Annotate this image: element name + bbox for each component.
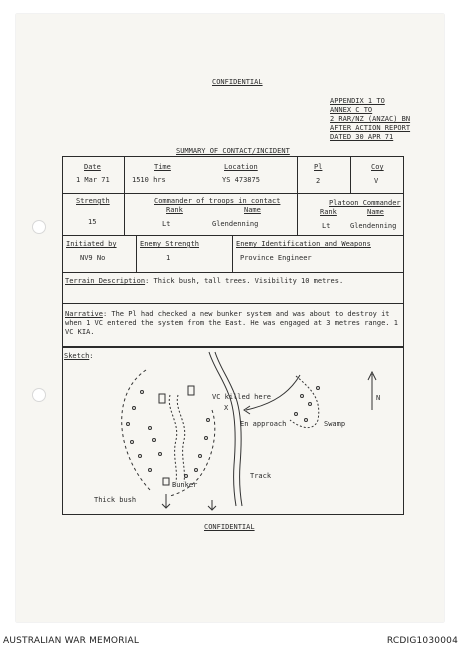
arrow-down <box>208 500 216 510</box>
strength-value: 15 <box>88 218 97 226</box>
footer-id: RCDIG1030004 <box>386 636 458 646</box>
time-label: Time <box>154 163 171 171</box>
commander-rank: Lt <box>162 220 171 228</box>
strength-label: Strength <box>76 197 110 205</box>
classification-bottom: CONFIDENTIAL <box>204 523 255 531</box>
date-label: Date <box>84 163 101 171</box>
bunker-shape <box>159 394 165 403</box>
platoon-commander-label: Platoon Commander <box>329 199 401 207</box>
classification-top: CONFIDENTIAL <box>212 78 263 86</box>
platoon-commander-name: Glendenning <box>350 222 397 230</box>
north-label: N <box>376 394 381 402</box>
initiated-by-value: NV9 No <box>80 254 106 262</box>
appendix-line: AFTER ACTION REPORT <box>330 124 411 132</box>
footer-source: AUSTRALIAN WAR MEMORIAL <box>3 636 140 646</box>
time-value: 1510 hrs <box>132 176 166 184</box>
sketch-title: Sketch: <box>64 352 94 360</box>
appendix-line: 2 RAR/NZ (ANZAC) BN <box>330 115 411 123</box>
narrative-block: Narrative: The Pl had checked a new bunker system and was about to destroy it when 1 VC entered the system from the East. He was engaged at 3 metres range. 1 VC KIA. <box>65 310 398 336</box>
company-value: V <box>374 177 379 185</box>
arrow-down <box>162 494 170 508</box>
terrain-label: Terrain Description <box>65 277 146 285</box>
initiated-by-label: Initiated by <box>66 240 117 248</box>
enemy-strength-value: 1 <box>166 254 171 262</box>
location-label: Location <box>224 163 258 171</box>
form-title: SUMMARY OF CONTACT/INCIDENT <box>176 147 290 155</box>
appendix-line: DATED 30 APR 71 <box>330 133 394 141</box>
track-label: Track <box>250 472 272 480</box>
enemy-identification-value: Province Engineer <box>240 254 312 262</box>
thick-bush-label: Thick bush <box>94 496 137 504</box>
bush-boundary <box>122 370 152 492</box>
north-arrow <box>368 372 376 410</box>
terrain-row: Terrain Description: Thick bush, tall trees. Visibility 10 metres. <box>65 277 344 285</box>
commander-rank-label: Rank <box>166 206 183 214</box>
platoon-commander-name-label: Name <box>367 208 384 216</box>
commander-name: Glendenning <box>212 220 259 228</box>
track-line <box>209 352 236 506</box>
x-mark: X <box>224 404 229 412</box>
location-value: YS 473875 <box>222 176 260 184</box>
appendix-line: APPENDIX 1 TO <box>330 97 385 105</box>
date-value: 1 Mar 71 <box>76 176 110 184</box>
appendix-line: ANNEX C TO <box>330 106 373 114</box>
bunker-shape <box>163 478 169 485</box>
narrative-label: Narrative <box>65 310 103 318</box>
enemy-strength-label: Enemy Strength <box>140 240 200 248</box>
bunker-label: Bunker <box>172 481 198 489</box>
bunker-path <box>177 395 184 482</box>
platoon-commander-rank-label: Rank <box>320 208 337 216</box>
company-label: Coy <box>371 163 384 171</box>
narrative-text: The Pl had checked a new bunker system and was about to destroy it when 1 VC entered the system from the East. He was engaged at 3 metres range. 1 VC KIA. <box>65 310 398 336</box>
bunker-path <box>169 395 176 482</box>
bunker-shape <box>188 386 194 395</box>
platoon-label: Pl <box>314 163 323 171</box>
platoon-value: 2 <box>316 177 321 185</box>
commander-label: Commander of troops in contact <box>154 197 281 205</box>
swamp-label: Swamp <box>324 420 346 428</box>
sketch-label: Sketch <box>64 352 90 360</box>
approach-label: En approach <box>240 420 287 428</box>
terrain-text: Thick bush, tall trees. Visibility 10 metres. <box>153 277 344 285</box>
commander-name-label: Name <box>244 206 261 214</box>
enemy-identification-label: Enemy Identification and Weapons <box>236 240 371 248</box>
vc-killed-label: VC killed here <box>212 393 272 401</box>
platoon-commander-rank: Lt <box>322 222 331 230</box>
